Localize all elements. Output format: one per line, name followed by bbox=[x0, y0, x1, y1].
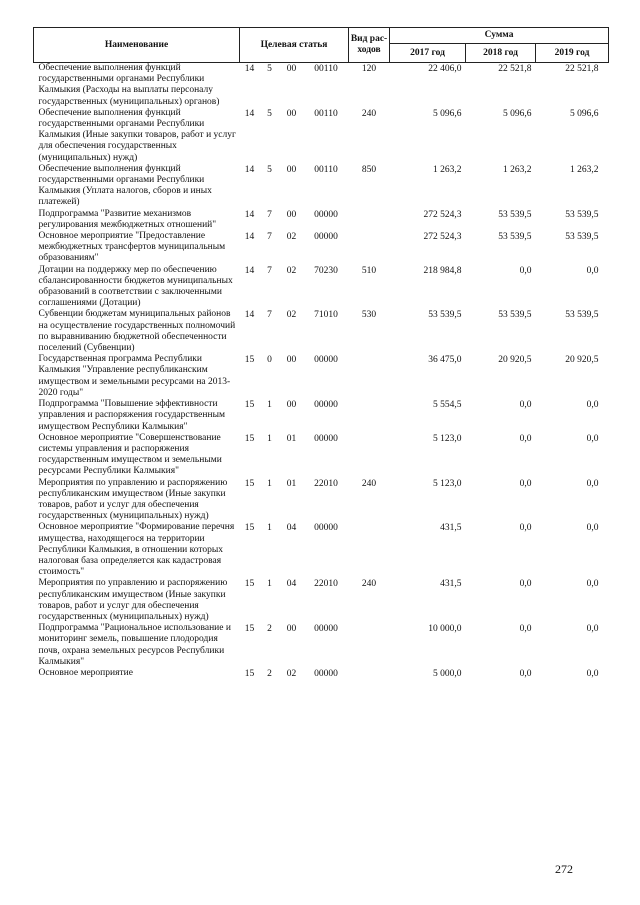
row-code-direction: 00000 bbox=[314, 433, 338, 444]
row-sum-2018: 0,0 bbox=[519, 579, 532, 590]
row-code-program: 15 bbox=[244, 400, 255, 411]
row-code-subprogram: 7 bbox=[267, 209, 272, 220]
row-code-program: 15 bbox=[244, 355, 255, 366]
budget-table bbox=[33, 27, 609, 680]
row-name: Государственная программа Республики Калмыкия "Управление республиканским имуществом и земельными ресурсами на 2013-2020 годы" bbox=[38, 354, 231, 398]
row-expense-kind bbox=[349, 668, 390, 680]
row-expense-kind bbox=[349, 623, 390, 668]
row-code-subprogram: 7 bbox=[267, 310, 272, 321]
row-code-subprogram: 2 bbox=[267, 668, 272, 679]
row-sum-2017: 5 554,5 bbox=[433, 400, 462, 411]
row-code-direction: 00110 bbox=[314, 108, 338, 119]
table-row bbox=[34, 309, 609, 354]
table-row bbox=[34, 209, 609, 231]
row-code-measure: 00 bbox=[286, 108, 297, 119]
row-code-direction: 00000 bbox=[314, 232, 338, 243]
row-sum-2017: 10 000,0 bbox=[428, 624, 462, 635]
row-sum-2018: 0,0 bbox=[519, 265, 532, 276]
row-code-measure: 01 bbox=[286, 478, 297, 489]
row-sum-2018: 20 920,5 bbox=[498, 355, 532, 366]
row-sum-2017: 431,5 bbox=[440, 579, 462, 590]
row-sum-2019: 53 539,5 bbox=[565, 232, 599, 243]
row-name: Мероприятия по управлению и распоряжению республиканским имуществом (Иные закупки товаров, работ и услуг для обеспечения государственных (муниципальных) нужд) bbox=[38, 477, 228, 522]
row-sum-2019: 22 521,8 bbox=[565, 64, 599, 74]
row-code-program: 15 bbox=[244, 478, 255, 489]
table-row bbox=[34, 522, 609, 578]
row-code-measure: 02 bbox=[286, 668, 297, 679]
row-expense-kind: 530 bbox=[361, 310, 377, 321]
row-sum-2019: 0,0 bbox=[586, 624, 599, 635]
row-code-measure: 00 bbox=[286, 355, 297, 366]
table-row bbox=[34, 164, 609, 209]
row-code-program: 15 bbox=[244, 433, 255, 444]
page-number: 272 bbox=[555, 862, 573, 876]
row-code-program: 15 bbox=[244, 624, 255, 635]
row-code-subprogram: 5 bbox=[267, 64, 272, 74]
row-name: Субвенции бюджетам муниципальных районов на осуществление государственных полномочий по выравниванию бюджетной обеспеченности поселений (Субвенции) bbox=[38, 309, 236, 354]
row-name: Основное мероприятие "Формирование перечня имущества, находящегося на территории Республики Калмыкия, в отношении которых налоговая база определяется как кадастровая стоимость" bbox=[38, 522, 235, 578]
row-expense-kind bbox=[349, 231, 390, 265]
row-code-program: 15 bbox=[244, 579, 255, 590]
header-sum: Сумма bbox=[390, 28, 609, 44]
row-sum-2018: 53 539,5 bbox=[498, 209, 532, 220]
row-expense-kind: 120 bbox=[361, 64, 377, 74]
row-sum-2019: 0,0 bbox=[586, 668, 599, 679]
row-sum-2018: 1 263,2 bbox=[503, 164, 532, 175]
row-code-subprogram: 1 bbox=[267, 433, 272, 444]
row-sum-2017: 5 096,6 bbox=[433, 108, 462, 119]
row-code-measure: 01 bbox=[286, 433, 297, 444]
table-body bbox=[34, 63, 609, 681]
row-code-subprogram: 2 bbox=[267, 624, 272, 635]
row-sum-2017: 22 406,0 bbox=[428, 64, 462, 74]
row-sum-2019: 0,0 bbox=[586, 579, 599, 590]
row-code-measure: 04 bbox=[286, 523, 297, 534]
row-code-subprogram: 5 bbox=[267, 164, 272, 175]
row-code-measure: 02 bbox=[286, 265, 297, 276]
row-expense-kind bbox=[349, 354, 390, 399]
row-sum-2018: 53 539,5 bbox=[498, 232, 532, 243]
row-sum-2018: 0,0 bbox=[519, 433, 532, 444]
row-code-direction: 00000 bbox=[314, 209, 338, 220]
row-sum-2019: 53 539,5 bbox=[565, 209, 599, 220]
row-code-measure: 00 bbox=[286, 164, 297, 175]
table-row bbox=[34, 578, 609, 623]
row-sum-2019: 0,0 bbox=[586, 433, 599, 444]
row-code-measure: 00 bbox=[286, 64, 297, 74]
row-expense-kind: 850 bbox=[361, 164, 377, 175]
row-code-direction: 22010 bbox=[314, 579, 338, 590]
row-sum-2018: 0,0 bbox=[519, 400, 532, 411]
row-code-program: 15 bbox=[244, 668, 255, 679]
row-code-subprogram: 7 bbox=[267, 265, 272, 276]
row-sum-2019: 20 920,5 bbox=[565, 355, 599, 366]
row-sum-2017: 1 263,2 bbox=[433, 164, 462, 175]
row-code-measure: 00 bbox=[286, 209, 297, 220]
table-row bbox=[34, 108, 609, 164]
row-code-program: 14 bbox=[244, 164, 255, 175]
row-expense-kind bbox=[349, 399, 390, 433]
row-code-direction: 00000 bbox=[314, 624, 338, 635]
row-expense-kind: 240 bbox=[361, 579, 377, 590]
row-sum-2017: 53 539,5 bbox=[428, 310, 462, 321]
row-code-direction: 00000 bbox=[314, 355, 338, 366]
header-year-2019: 2019 год bbox=[536, 44, 609, 63]
row-expense-kind: 240 bbox=[361, 478, 377, 489]
row-sum-2018: 0,0 bbox=[519, 668, 532, 679]
row-expense-kind bbox=[349, 209, 390, 231]
row-code-measure: 04 bbox=[286, 579, 297, 590]
row-sum-2017: 218 984,8 bbox=[423, 265, 462, 276]
row-code-direction: 00000 bbox=[314, 400, 338, 411]
row-code-measure: 00 bbox=[286, 400, 297, 411]
row-sum-2019: 0,0 bbox=[586, 400, 599, 411]
header-target-article: Целевая статья bbox=[240, 28, 349, 63]
row-sum-2018: 0,0 bbox=[519, 478, 532, 489]
row-code-subprogram: 5 bbox=[267, 108, 272, 119]
row-sum-2017: 272 524,3 bbox=[423, 209, 462, 220]
row-expense-kind: 510 bbox=[361, 265, 377, 276]
table-row bbox=[34, 668, 609, 680]
header-expense-kind: Вид рас-ходов bbox=[349, 28, 390, 63]
row-sum-2018: 5 096,6 bbox=[503, 108, 532, 119]
header-name: Наименование bbox=[34, 28, 240, 63]
row-code-subprogram: 1 bbox=[267, 579, 272, 590]
row-sum-2017: 5 000,0 bbox=[433, 668, 462, 679]
row-code-program: 14 bbox=[244, 64, 255, 74]
row-expense-kind: 240 bbox=[361, 108, 377, 119]
row-name: Основное мероприятие "Предоставление межбюджетных трансфертов муниципальным образованиям" bbox=[38, 231, 226, 264]
table-row bbox=[34, 265, 609, 310]
row-sum-2019: 53 539,5 bbox=[565, 310, 599, 321]
row-expense-kind bbox=[349, 522, 390, 578]
row-code-subprogram: 1 bbox=[267, 400, 272, 411]
table-row bbox=[34, 63, 609, 108]
row-sum-2019: 1 263,2 bbox=[570, 164, 599, 175]
row-code-program: 14 bbox=[244, 209, 255, 220]
row-code-measure: 02 bbox=[286, 232, 297, 243]
row-name: Основное мероприятие bbox=[38, 667, 133, 678]
row-code-direction: 22010 bbox=[314, 478, 338, 489]
row-sum-2017: 5 123,0 bbox=[433, 478, 462, 489]
row-sum-2018: 53 539,5 bbox=[498, 310, 532, 321]
row-code-program: 14 bbox=[244, 265, 255, 276]
table-row bbox=[34, 433, 609, 478]
row-sum-2019: 0,0 bbox=[586, 523, 599, 534]
row-code-program: 15 bbox=[244, 523, 255, 534]
row-name: Обеспечение выполнения функций государственными органами Республики Калмыкия (Уплата налогов, сборов и иных платежей) bbox=[38, 163, 212, 208]
row-sum-2019: 5 096,6 bbox=[570, 108, 599, 119]
row-code-program: 14 bbox=[244, 108, 255, 119]
row-sum-2017: 5 123,0 bbox=[433, 433, 462, 444]
row-code-program: 14 bbox=[244, 232, 255, 243]
table-row bbox=[34, 623, 609, 668]
table-row bbox=[34, 231, 609, 265]
header-year-2018: 2018 год bbox=[466, 44, 536, 63]
header-year-2017: 2017 год bbox=[390, 44, 466, 63]
row-sum-2019: 0,0 bbox=[586, 265, 599, 276]
table-row bbox=[34, 478, 609, 523]
table-row bbox=[34, 399, 609, 433]
row-sum-2017: 36 475,0 bbox=[428, 355, 462, 366]
row-code-subprogram: 7 bbox=[267, 232, 272, 243]
table-row bbox=[34, 354, 609, 399]
row-name: Обеспечение выполнения функций государственными органами Республики Калмыкия (Расходы на выплаты персоналу государственных (муниципальных) органов) bbox=[38, 63, 220, 107]
row-code-measure: 02 bbox=[286, 310, 297, 321]
row-sum-2018: 0,0 bbox=[519, 523, 532, 534]
budget-table-sheet bbox=[33, 27, 608, 680]
row-code-program: 14 bbox=[244, 310, 255, 321]
row-sum-2017: 431,5 bbox=[440, 523, 462, 534]
row-name: Основное мероприятие "Совершенствование системы управления и распоряжения государственным имуществом и земельными ресурсами Республики Калмыкия" bbox=[38, 432, 222, 477]
row-code-direction: 00110 bbox=[314, 164, 338, 175]
row-name: Подпрограмма "Развитие механизмов регулирования межбюджетных отношений" bbox=[38, 208, 217, 230]
row-sum-2018: 0,0 bbox=[519, 624, 532, 635]
row-sum-2018: 22 521,8 bbox=[498, 64, 532, 74]
row-name: Мероприятия по управлению и распоряжению республиканским имуществом (Иные закупки товаров, работ и услуг для обеспечения государственных (муниципальных) нужд) bbox=[38, 578, 228, 622]
row-code-direction: 00000 bbox=[314, 668, 338, 679]
row-name: Обеспечение выполнения функций государственными органами Республики Калмыкия (Иные закупки товаров, работ и услуг для обеспечения государственных (муниципальных) нужд) bbox=[38, 107, 236, 163]
row-expense-kind bbox=[349, 433, 390, 478]
row-code-direction: 00110 bbox=[314, 64, 338, 74]
row-sum-2017: 272 524,3 bbox=[423, 232, 462, 243]
row-code-subprogram: 1 bbox=[267, 523, 272, 534]
row-name: Дотации на поддержку мер по обеспечению сбалансированности бюджетов муниципальных образований в соответствии с заключенными соглашениями (Дотации) bbox=[38, 264, 233, 309]
row-code-direction: 00000 bbox=[314, 523, 338, 534]
row-name: Подпрограмма "Повышение эффективности управления и распоряжения государственным имуществом Республики Калмыкия" bbox=[38, 399, 225, 432]
row-name: Подпрограмма "Рациональное использование и мониторинг земель, повышение плодородия почв, охрана земельных ресурсов Республики Калмыкия" bbox=[38, 623, 231, 667]
row-code-direction: 71010 bbox=[314, 310, 338, 321]
row-code-measure: 00 bbox=[286, 624, 297, 635]
row-code-subprogram: 0 bbox=[267, 355, 272, 366]
row-code-direction: 70230 bbox=[314, 265, 338, 276]
row-sum-2019: 0,0 bbox=[586, 478, 599, 489]
row-code-subprogram: 1 bbox=[267, 478, 272, 489]
